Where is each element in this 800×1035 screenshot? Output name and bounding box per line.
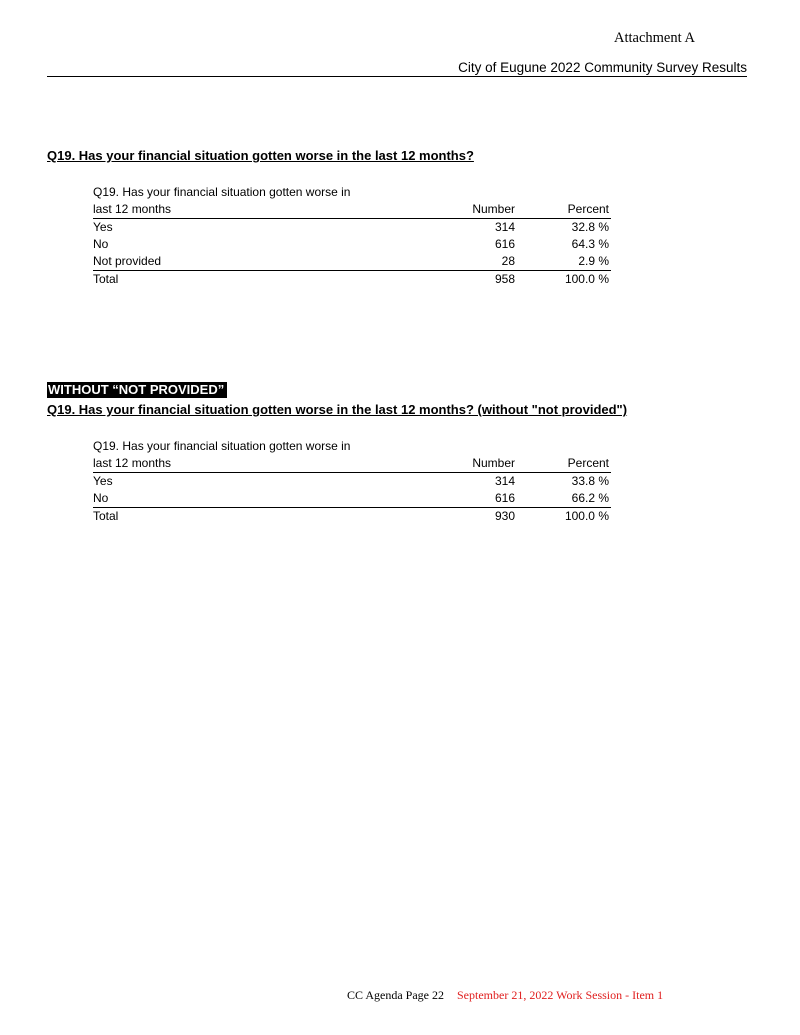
column-header-number: Number: [413, 438, 515, 473]
column-header-number: Number: [413, 184, 515, 219]
table-row: [93, 236, 611, 253]
row-number: 314: [494, 474, 515, 488]
total-percent: 100.0 %: [564, 272, 609, 286]
row-label: Yes: [93, 474, 113, 488]
row-number: 616: [494, 237, 515, 251]
total-percent: 100.0 %: [564, 509, 609, 523]
section2-title: Q19. Has your financial situation gotten worse in the last 12 months? (without "not provided"): [47, 402, 628, 417]
section2-table: [93, 438, 611, 525]
caption-line-1: Q19. Has your financial situation gotten worse in: [93, 439, 351, 453]
page-footer: [347, 988, 663, 1003]
without-not-provided-badge: WITHOUT “NOT PROVIDED”: [47, 382, 227, 398]
row-percent: 32.8 %: [571, 220, 609, 234]
header-rule: [47, 76, 747, 77]
row-label: Not provided: [93, 253, 413, 271]
table-caption: [93, 438, 413, 473]
row-label: Yes: [93, 220, 113, 234]
attachment-label: Attachment A: [614, 30, 695, 46]
total-number: 930: [494, 509, 515, 523]
caption-line-1: Q19. Has your financial situation gotten worse in: [93, 185, 351, 199]
section1-title: Q19. Has your financial situation gotten worse in the last 12 months?: [47, 148, 474, 163]
total-label: Total: [93, 272, 119, 286]
total-label: Total: [93, 509, 119, 523]
table-total-row: [93, 271, 611, 289]
column-header-percent: Percent: [515, 184, 611, 219]
row-percent: 66.2 %: [515, 490, 611, 508]
agenda-page-number: CC Agenda Page 22: [347, 988, 444, 1002]
column-header-percent: Percent: [515, 438, 611, 473]
total-number: 958: [494, 272, 515, 286]
table-caption: [93, 184, 413, 219]
row-number: 28: [413, 253, 515, 271]
row-label: No: [93, 490, 413, 508]
table-row: [93, 253, 611, 271]
work-session-label: September 21, 2022 Work Session - Item 1: [457, 988, 664, 1002]
row-percent: 2.9 %: [515, 253, 611, 271]
document-subtitle: City of Eugune 2022 Community Survey Results: [458, 60, 747, 75]
table-row: [93, 490, 611, 508]
table-row: [93, 473, 611, 491]
table-row: [93, 219, 611, 237]
row-number: 314: [494, 220, 515, 234]
section1-table: [93, 184, 611, 288]
caption-line-2: last 12 months: [93, 202, 172, 216]
row-label: No: [93, 237, 109, 251]
table-total-row: [93, 508, 611, 526]
caption-line-2: last 12 months: [93, 456, 172, 470]
row-percent: 64.3 %: [571, 237, 609, 251]
row-percent: 33.8 %: [571, 474, 609, 488]
row-number: 616: [413, 490, 515, 508]
